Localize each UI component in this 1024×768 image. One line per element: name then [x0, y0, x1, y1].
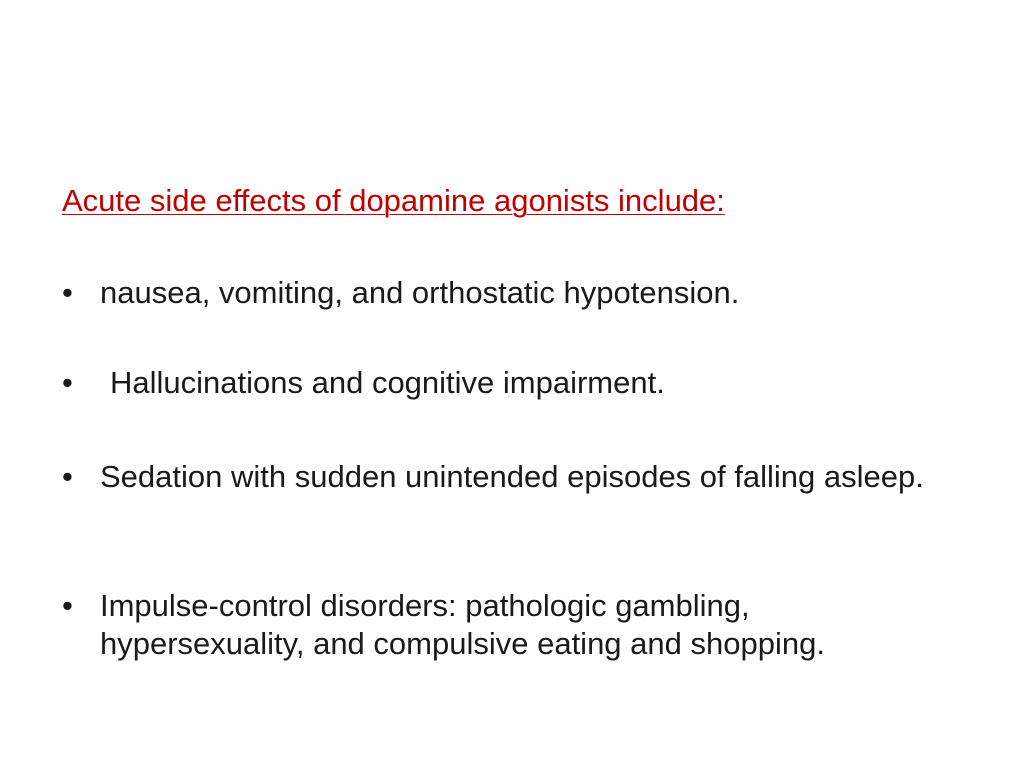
bullet-dot-icon: • [62, 275, 73, 310]
bullet-item [62, 274, 962, 312]
bullet-text: Impulse-control disorders: pathologic gambling, hypersexuality, and compulsive eating and shopping. [100, 588, 825, 661]
bullet-dot-icon: • [62, 459, 73, 494]
bullet-item [62, 458, 962, 496]
slide-heading: Acute side effects of dopamine agonists include: [62, 183, 725, 218]
bullet-text: Sedation with sudden unintended episodes of falling asleep. [100, 459, 924, 494]
bullet-dot-icon: • [62, 365, 73, 400]
bullet-text: Hallucinations and cognitive impairment. [110, 365, 665, 400]
bullet-text: nausea, vomiting, and orthostatic hypotension. [100, 275, 740, 310]
bullet-item [62, 587, 962, 663]
bullet-dot-icon: • [62, 588, 73, 623]
bullet-item [62, 364, 962, 402]
